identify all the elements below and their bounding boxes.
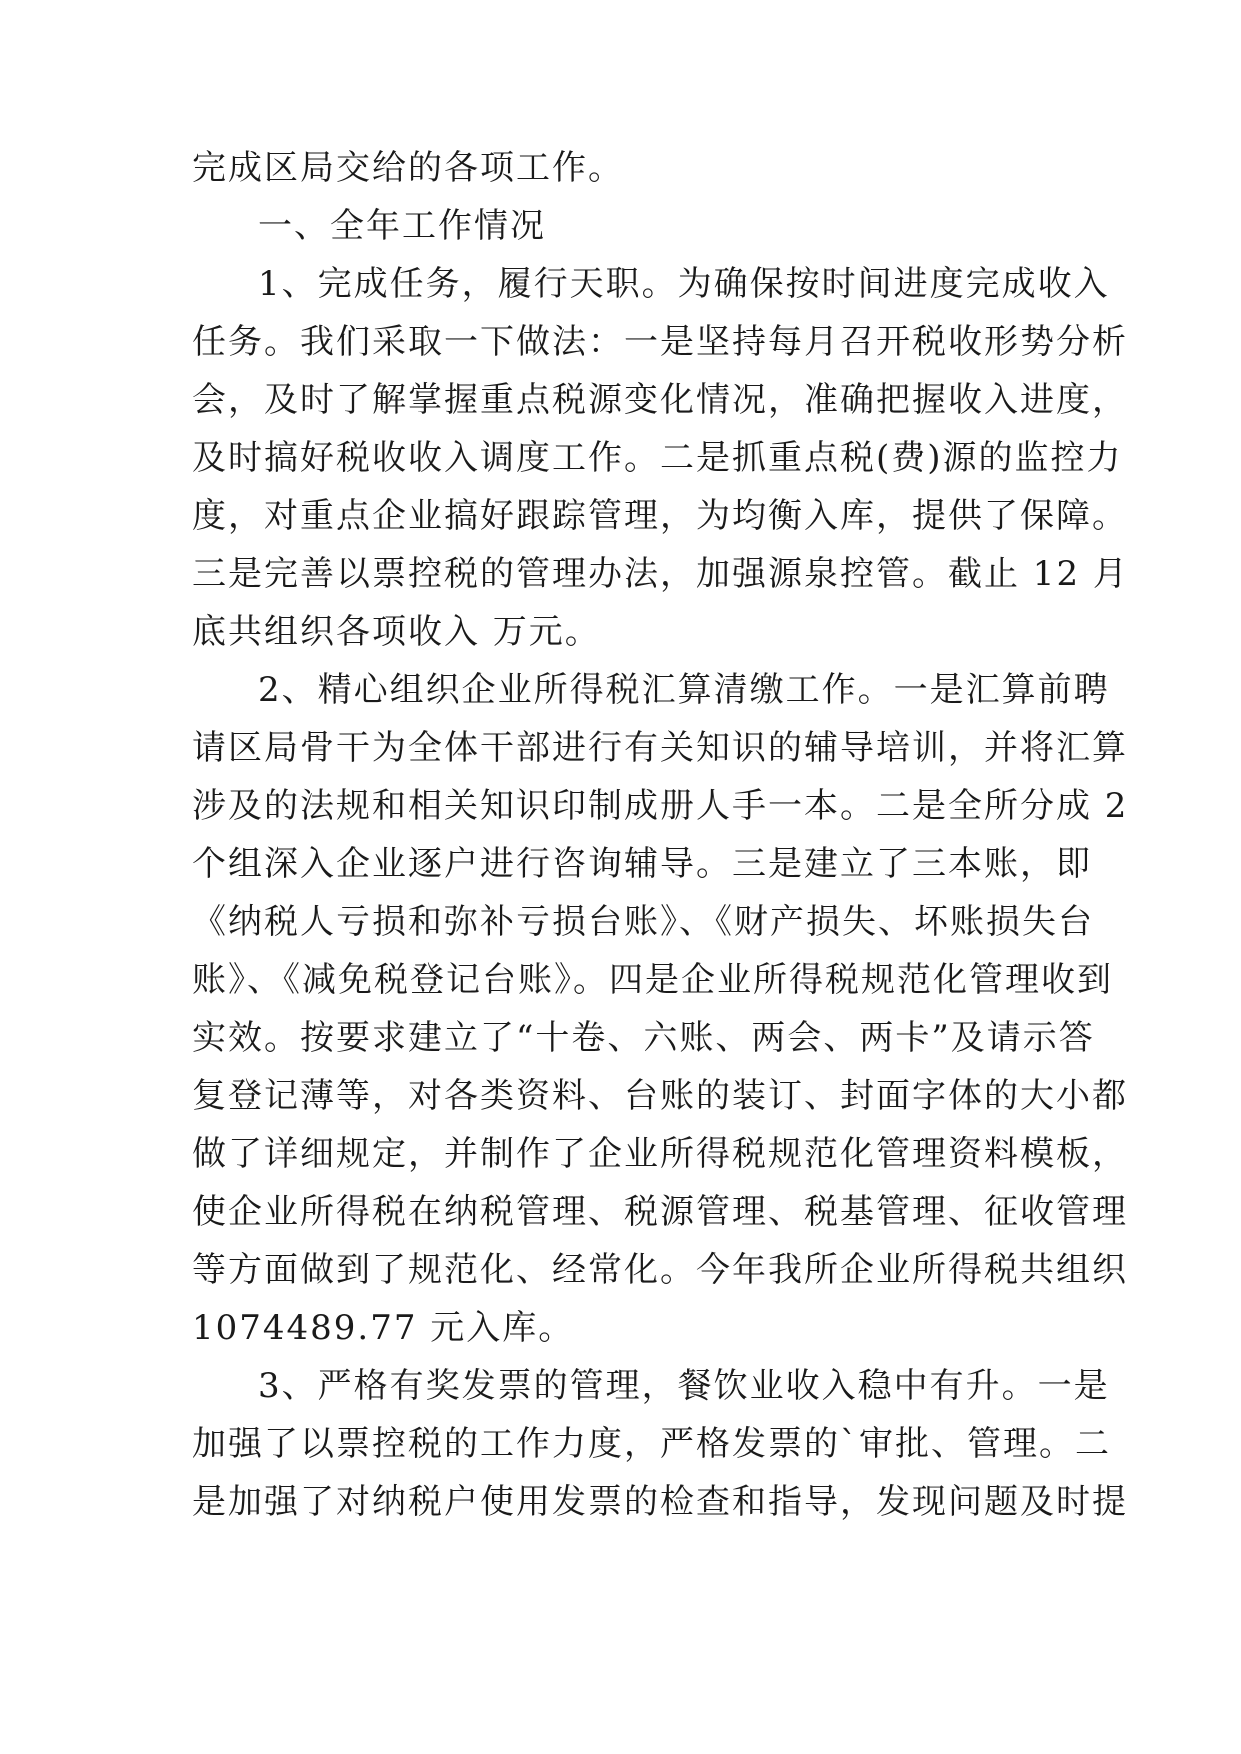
body-text-line: 个组深入企业逐户进行咨询辅导。三是建立了三本账，即: [192, 844, 1092, 884]
body-text-line: 请区局骨干为全体干部进行有关知识的辅导培训，并将汇算: [192, 728, 1128, 768]
body-text-line: 度，对重点企业搞好跟踪管理，为均衡入库，提供了保障。: [192, 496, 1128, 536]
body-text-line: 底共组织各项收入 万元。: [192, 612, 601, 652]
paragraph-2-first-line: 2、精心组织企业所得税汇算清缴工作。一是汇算前聘: [258, 670, 1110, 710]
body-text-line: 做了详细规定，并制作了企业所得税规范化管理资料模板，: [192, 1134, 1128, 1174]
body-text-line: 是加强了对纳税户使用发票的检查和指导，发现问题及时提: [192, 1482, 1128, 1522]
paragraph-3-first-line: 3、严格有奖发票的管理，餐饮业收入稳中有升。一是: [258, 1366, 1110, 1406]
body-text-line: 实效。按要求建立了“十卷、六账、两会、两卡”及请示答: [192, 1018, 1095, 1058]
body-text-line: 涉及的法规和相关知识印制成册人手一本。二是全所分成 2: [192, 786, 1129, 826]
body-text-line: 三是完善以票控税的管理办法，加强源泉控管。截止 12 月: [192, 554, 1129, 594]
body-text-line: 及时搞好税收收入调度工作。二是抓重点税(费)源的监控力: [192, 438, 1123, 478]
body-text-line: 复登记薄等，对各类资料、台账的装订、封面字体的大小都: [192, 1076, 1128, 1116]
body-text-line: 加强了以票控税的工作力度，严格发票的`审批、管理。二: [192, 1424, 1111, 1464]
body-text-line: 《纳税人亏损和弥补亏损台账》、《财产损失、坏账损失台: [192, 902, 1094, 942]
section-heading: 一、全年工作情况: [258, 206, 546, 246]
body-text-line: 完成区局交给的各项工作。: [192, 148, 624, 188]
body-text-line: 账》、《减免税登记台账》。四是企业所得税规范化管理收到: [192, 960, 1113, 1000]
body-text-line: 使企业所得税在纳税管理、税源管理、税基管理、征收管理: [192, 1192, 1128, 1232]
body-text-line: 1074489.77 元入库。: [192, 1308, 575, 1348]
body-text-line: 等方面做到了规范化、经常化。今年我所企业所得税共组织: [192, 1250, 1128, 1290]
paragraph-1-first-line: 1、完成任务，履行天职。为确保按时间进度完成收入: [258, 264, 1110, 304]
body-text-line: 任务。我们采取一下做法：一是坚持每月召开税收形势分析: [192, 322, 1128, 362]
body-text-line: 会，及时了解掌握重点税源变化情况，准确把握收入进度，: [192, 380, 1128, 420]
